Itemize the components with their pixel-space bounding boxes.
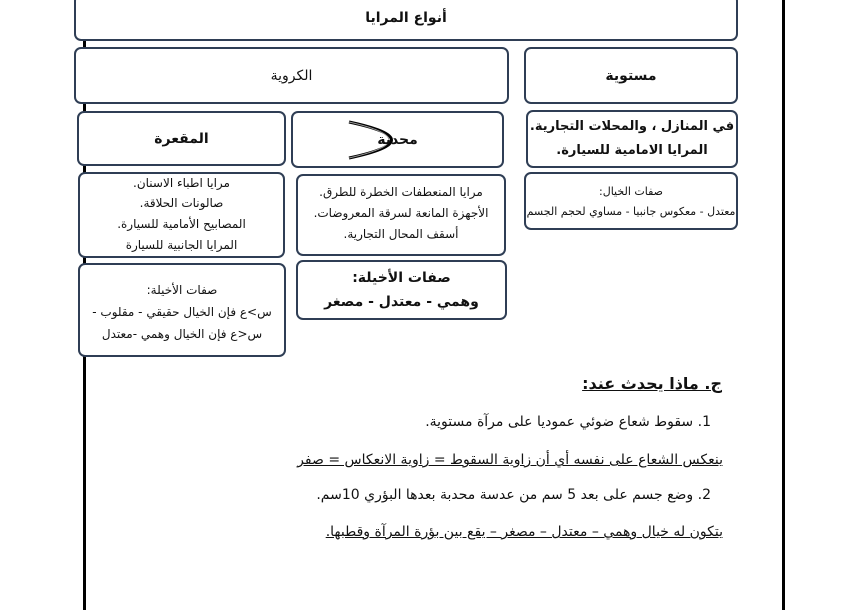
concave-props-box [78, 263, 286, 357]
concave-use-1: مرايا اطباء الاسنان. [133, 176, 230, 190]
convex-use-1: مرايا المنعطفات الخطرة للطرق. [319, 185, 483, 199]
convex-props-box [296, 260, 507, 320]
plane-props-title: صفات الخيال: [599, 185, 663, 198]
plane-uses-box [526, 110, 738, 168]
question-item-1: 1. سقوط شعاع ضوئي عموديا على مرآة مستوية. [425, 414, 711, 430]
question-item-2: 2. وضع جسم على بعد 5 سم من عدسة محدبة بعدها البؤري 10سم. [316, 487, 711, 503]
concave-box [77, 111, 286, 166]
concave-use-2: صالونات الحلاقة. [139, 196, 224, 210]
plane-label: مستوية [605, 67, 657, 84]
spherical-box [74, 47, 509, 104]
concave-uses-box [78, 172, 285, 258]
question-heading: ج. ماذا يحدث عند: [582, 374, 722, 393]
spherical-label: الكروية [270, 67, 313, 84]
convex-use-3: أسقف المحال التجارية. [343, 227, 459, 241]
plane-use-1: في المنازل ، والمحلات التجارية. [529, 119, 735, 134]
page-border-right [782, 0, 785, 610]
convex-box [291, 111, 504, 168]
concave-props-line-1: س>ع فإن الخيال حقيقي - مقلوب - [92, 305, 272, 319]
convex-props-text: وهمي - معتدل - مصغر [324, 294, 479, 310]
convex-uses-box [296, 174, 506, 256]
concave-props-line-2: س<ع فإن الخيال وهمي -معتدل [101, 327, 263, 341]
concave-use-3: المصابيح الأمامية للسيارة. [117, 217, 246, 231]
page-title: أنواع المرايا [365, 9, 447, 26]
answer-2: يتكون له خيال وهمي – معتدل – مصغر – يقع بين بؤرة المرآة وقطبها. [325, 524, 723, 540]
plane-box [524, 47, 738, 104]
answer-1: ينعكس الشعاع على نفسه أي أن زاوية السقوط = زاوية الانعكاس = صفر [297, 452, 723, 468]
convex-props-title: صفات الأخيلة: [352, 270, 451, 286]
concave-props-title: صفات الأخيلة: [146, 283, 218, 297]
plane-props-box [524, 172, 738, 230]
concave-label: المقعرة [154, 130, 209, 147]
convex-label: محدبة [377, 131, 418, 148]
title-box [74, 0, 738, 41]
convex-use-2: الأجهزة المانعة لسرقة المعروضات. [313, 206, 489, 220]
concave-use-4: المرايا الجانبية للسيارة [125, 238, 238, 252]
plane-use-2: المرايا الامامية للسيارة. [556, 143, 708, 158]
plane-props-text: معتدل - معكوس جانبيا - مساوي لحجم الجسم [526, 205, 736, 218]
